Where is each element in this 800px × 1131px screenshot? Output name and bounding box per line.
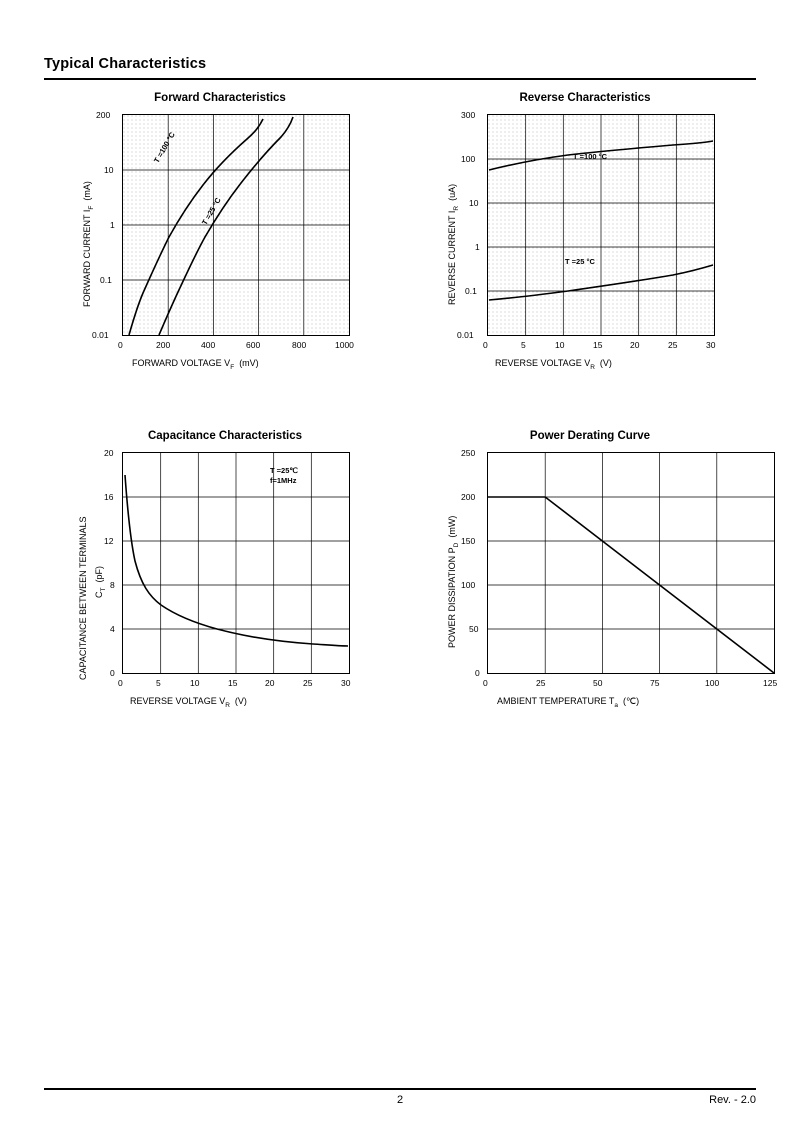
revision-label: Rev. - 2.0 (709, 1094, 756, 1106)
page-title: Typical Characteristics (44, 56, 207, 72)
chart-title: Reverse Characteristics (519, 92, 651, 104)
chart-power-derating-curve: Power Derating Curve 250 200 150 100 50 0 0 25 50 75 100 125 AMBIENT TEMPERATURE $T_a$ (℃) POWER DISSIPATION $P_D$ (mW) (425, 430, 755, 720)
x-axis-title: REVERSE VOLTAGE $V_R$ (V) (495, 358, 612, 371)
plot-area (122, 452, 350, 674)
plot-area (487, 452, 775, 674)
x-axis-title: FORWARD VOLTAGE $V_F$ (mV) (132, 358, 259, 371)
y-axis-title: POWER DISSIPATION $P_D$ (mW) (447, 515, 460, 648)
curve-label-100c: T =100 °C (573, 152, 608, 161)
plot-area (487, 114, 715, 336)
y-axis-title-symbol: $C_T$ (pF) (94, 566, 107, 598)
curve-label-100c: T =100 °C (152, 130, 177, 165)
curve-label-25c: T =25 °C (565, 257, 595, 266)
chart-capacitance-characteristics: Capacitance Characteristics 20 16 12 8 4 0 0 5 10 15 20 25 30 REVERSE VOLTAGE $V_R$ (V) CAPACITANCE BETWEEN TERMINALS $C_T$ (pF) T =25℃ f=1MHz (60, 430, 390, 720)
x-axis-title: AMBIENT TEMPERATURE $T_a$ (℃) (497, 696, 640, 709)
y-axis-title: FORWARD CURRENT $I_F$ (mA) (82, 181, 95, 307)
y-axis-title: CAPACITANCE BETWEEN TERMINALS (78, 516, 88, 680)
chart-title: Power Derating Curve (529, 430, 651, 442)
page-number: 2 (396, 1094, 404, 1106)
chart-title: Capacitance Characteristics (147, 430, 303, 442)
y-axis-title: REVERSE CURRENT $I_R$ (uA) (447, 183, 460, 305)
chart-title: Forward Characteristics (154, 92, 286, 104)
x-axis-title: REVERSE VOLTAGE $V_R$ (V) (130, 696, 247, 709)
plot-area (122, 114, 350, 336)
chart-reverse-characteristics: Reverse Characteristics 300 100 10 1 0.1 0.01 0 5 10 15 20 25 30 REVERSE VOLTAGE $V_R$ (V) REVERSE CURRENT $I_R$ (uA) T =100 °C T =25 °C (425, 92, 745, 377)
curve-label-25c: T =25 °C (200, 196, 223, 227)
title-divider (44, 78, 756, 80)
footer-divider (44, 1088, 756, 1090)
chart-annotation: T =25℃ f=1MHz (270, 466, 298, 486)
chart-forward-characteristics: Forward Characteristics 200 10 1 0.1 0.01 0 200 400 600 800 1000 FORWARD VOLTAGE $V_F$ (mV) FORWARD CURRENT $I_F$ (mA) T =100 °C T =25 °C (60, 92, 380, 377)
